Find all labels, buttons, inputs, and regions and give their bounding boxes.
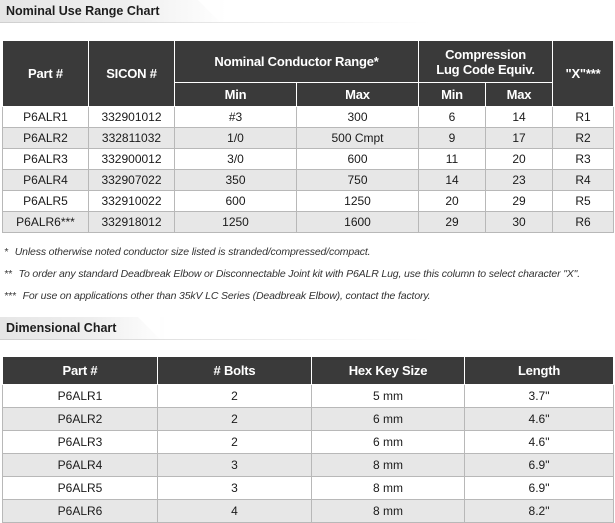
cell-conductor-max: 300 (297, 107, 419, 128)
cell-sicon-number: 332901012 (89, 107, 175, 128)
header-hex-key-size: Hex Key Size (312, 357, 465, 385)
cell-bolts: 3 (158, 454, 312, 477)
cell-part-number: P6ALR5 (3, 191, 89, 212)
cell-x-character: R5 (553, 191, 614, 212)
cell-part-number: P6ALR1 (3, 385, 158, 408)
cell-conductor-min: #3 (175, 107, 297, 128)
cell-lug-max: 23 (486, 170, 553, 191)
cell-length: 3.7" (465, 385, 614, 408)
cell-hex-key-size: 8 mm (312, 454, 465, 477)
cell-length: 4.6" (465, 408, 614, 431)
cell-sicon-number: 332910022 (89, 191, 175, 212)
table-row (3, 191, 614, 212)
cell-lug-min: 14 (419, 170, 486, 191)
cell-hex-key-size: 8 mm (312, 477, 465, 500)
footnote (4, 285, 612, 307)
cell-conductor-min: 3/0 (175, 149, 297, 170)
cell-x-character: R4 (553, 170, 614, 191)
footnote (4, 241, 612, 263)
cell-bolts: 3 (158, 477, 312, 500)
cell-conductor-max: 600 (297, 149, 419, 170)
cell-lug-max: 30 (486, 212, 553, 233)
dimensional-chart-heading (0, 317, 166, 339)
footnote (4, 263, 612, 285)
table-row (3, 408, 614, 431)
cell-bolts: 4 (158, 500, 312, 523)
nominal-use-range-table (2, 40, 614, 233)
cell-length: 6.9" (465, 454, 614, 477)
header-bolts: # Bolts (158, 357, 312, 385)
header-length: Length (465, 357, 614, 385)
cell-lug-max: 29 (486, 191, 553, 212)
footnote-text: Unless otherwise noted conductor size listed is stranded/compressed/compact. (14, 246, 371, 258)
cell-x-character: R6 (553, 212, 614, 233)
dimensional-table (2, 356, 614, 523)
cell-part-number: P6ALR4 (3, 170, 89, 191)
header-part-number: Part # (3, 357, 158, 385)
table-row (3, 107, 614, 128)
footnotes (4, 241, 612, 307)
cell-bolts: 2 (158, 408, 312, 431)
table-row (3, 149, 614, 170)
cell-part-number: P6ALR3 (3, 149, 89, 170)
cell-length: 6.9" (465, 477, 614, 500)
cell-lug-min: 9 (419, 128, 486, 149)
cell-part-number: P6ALR4 (3, 454, 158, 477)
cell-hex-key-size: 6 mm (312, 408, 465, 431)
cell-sicon-number: 332907022 (89, 170, 175, 191)
table-row (3, 212, 614, 233)
cell-lug-min: 11 (419, 149, 486, 170)
cell-bolts: 2 (158, 431, 312, 454)
cell-lug-min: 20 (419, 191, 486, 212)
footnote-text: For use on applications other than 35kV LC Series (Deadbreak Elbow), contact the factory. (22, 290, 431, 302)
header-conductor-max: Max (297, 83, 419, 107)
cell-hex-key-size: 5 mm (312, 385, 465, 408)
footnote-mark: * (4, 246, 8, 258)
cell-part-number: P6ALR6*** (3, 212, 89, 233)
footnote-mark: ** (4, 268, 12, 280)
header-conductor-min: Min (175, 83, 297, 107)
table-row (3, 128, 614, 149)
cell-conductor-max: 750 (297, 170, 419, 191)
header-lug-min: Min (419, 83, 486, 107)
cell-part-number: P6ALR6 (3, 500, 158, 523)
cell-conductor-min: 1250 (175, 212, 297, 233)
cell-lug-min: 6 (419, 107, 486, 128)
cell-lug-max: 20 (486, 149, 553, 170)
footnote-text: To order any standard Deadbreak Elbow or Disconnectable Joint kit with P6ALR Lug, use this column to select character "X". (18, 268, 580, 280)
table-row (3, 170, 614, 191)
table-row (3, 477, 614, 500)
cell-part-number: P6ALR3 (3, 431, 158, 454)
header-part-number: Part # (3, 41, 89, 107)
table-row (3, 431, 614, 454)
header-conductor-range: Nominal Conductor Range* (175, 41, 419, 83)
section-divider (0, 339, 615, 340)
cell-part-number: P6ALR5 (3, 477, 158, 500)
header-sicon-number: SICON # (89, 41, 175, 107)
cell-bolts: 2 (158, 385, 312, 408)
nominal-use-range-title: Nominal Use Range Chart (6, 4, 160, 18)
table-row (3, 500, 614, 523)
header-lug-code: Compression Lug Code Equiv. (419, 41, 553, 83)
cell-part-number: P6ALR2 (3, 408, 158, 431)
cell-lug-max: 17 (486, 128, 553, 149)
cell-conductor-min: 1/0 (175, 128, 297, 149)
footnote-mark: *** (4, 290, 16, 302)
cell-length: 4.6" (465, 431, 614, 454)
dimensional-chart-title: Dimensional Chart (6, 321, 117, 335)
cell-x-character: R2 (553, 128, 614, 149)
cell-hex-key-size: 8 mm (312, 500, 465, 523)
cell-sicon-number: 332900012 (89, 149, 175, 170)
cell-conductor-max: 1600 (297, 212, 419, 233)
cell-hex-key-size: 6 mm (312, 431, 465, 454)
cell-sicon-number: 332918012 (89, 212, 175, 233)
cell-x-character: R1 (553, 107, 614, 128)
cell-lug-min: 29 (419, 212, 486, 233)
cell-x-character: R3 (553, 149, 614, 170)
table-row (3, 454, 614, 477)
table-row (3, 385, 614, 408)
section-divider (0, 22, 615, 23)
cell-part-number: P6ALR2 (3, 128, 89, 149)
header-x-character: "X"*** (553, 41, 614, 107)
cell-conductor-max: 1250 (297, 191, 419, 212)
header-lug-max: Max (486, 83, 553, 107)
cell-conductor-max: 500 Cmpt (297, 128, 419, 149)
cell-part-number: P6ALR1 (3, 107, 89, 128)
cell-sicon-number: 332811032 (89, 128, 175, 149)
cell-conductor-min: 600 (175, 191, 297, 212)
cell-lug-max: 14 (486, 107, 553, 128)
cell-conductor-min: 350 (175, 170, 297, 191)
cell-length: 8.2" (465, 500, 614, 523)
nominal-use-range-heading (0, 0, 226, 22)
